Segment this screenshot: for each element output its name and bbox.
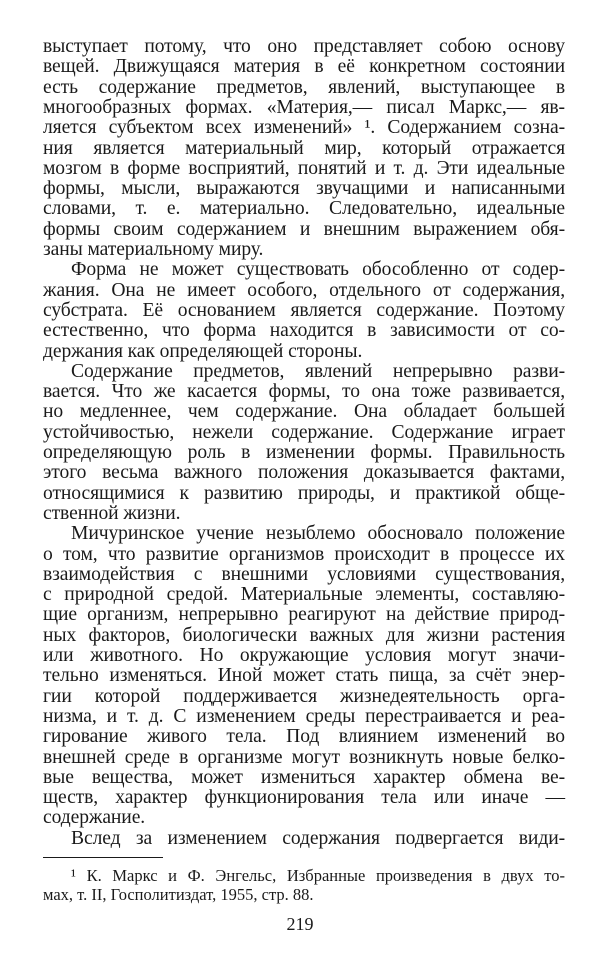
paragraph-start: Содержание предметов, явлений непрерывно разви- xyxy=(71,360,565,382)
text-line: вые вещества, может измениться характер обмена ве- xyxy=(43,766,565,788)
text-line: ных факторов, биологически важных для жизни растения xyxy=(43,624,565,646)
text-line: гирование живого тела. Под влиянием изменений во xyxy=(43,726,565,748)
text-line: взаимодействия с внешними условиями существования, xyxy=(43,563,565,585)
text-line: вещей. Движущаяся материя в её конкретном состоянии xyxy=(43,56,565,78)
text-line: но медленнее, чем содержание. Она обладает большей xyxy=(43,401,565,423)
text-line: определяющую роль в изменении формы. Правильность xyxy=(43,442,565,463)
text-line: заны материальному миру. xyxy=(43,239,264,260)
footnote-line: мах, т. II, Госполитиздат, 1955, стр. 88. xyxy=(43,885,314,904)
text-line: о том, что развитие организмов происходит в процессе их xyxy=(43,543,565,565)
text-line: или животного. Но окружающие условия могут значи- xyxy=(43,645,565,666)
text-line: относящимися к развитию природы, и практикой обще- xyxy=(43,482,565,504)
text-line: ния является материальный мир, который отражается xyxy=(43,137,565,159)
text-line: низма, и т. д. С изменением среды перестраивается и реа- xyxy=(43,705,565,727)
footnote-line: ¹ К. Маркс и Ф. Энгельс, Избранные произведения в двух то- xyxy=(71,866,565,885)
text-line: ственной жизни. xyxy=(43,502,181,524)
text-line: тельно изменяться. Иной может стать пища, за счёт энер- xyxy=(43,665,565,687)
text-line: держания как определяющей стороны. xyxy=(43,340,363,362)
page-number: 219 xyxy=(286,914,314,934)
text-line: щие организм, непрерывно реагируют на действие природ- xyxy=(43,604,565,626)
text-line: формы, мысли, выражаются звучащими и написанными xyxy=(43,178,565,200)
paragraph-start: Форма не может существовать обособленно от содер- xyxy=(71,259,565,281)
text-line: мозгом в форме восприятий, понятий и т. д. Эти идеальные xyxy=(43,157,565,179)
footnote-rule xyxy=(43,857,163,858)
text-line: вается. Что же касается формы, то она тоже развивается, xyxy=(43,381,565,403)
text-line: словами, т. е. материально. Следовательно, идеальные xyxy=(43,198,565,220)
paragraph-start: Мичуринское учение незыблемо обосновало положение xyxy=(71,523,565,545)
text-line: устойчивостью, нежели содержание. Содержание играет xyxy=(43,421,565,443)
text-line: с природной средой. Материальные элементы, составляю- xyxy=(43,584,565,606)
paragraph-start: Вслед за изменением содержания подвергается види- xyxy=(71,827,565,849)
text-line: этого весьма важного положения доказывается фактами, xyxy=(43,462,565,484)
text-line: внешней среде в организме могут возникнуть новые белко- xyxy=(43,746,565,768)
text-line: выступает потому, что оно представляет собою основу xyxy=(43,36,565,57)
text-line: содержание. xyxy=(43,807,146,829)
text-line: формы своим содержанием и внешним выражением обя- xyxy=(43,218,565,240)
text-line: жания. Она не имеет особого, отдельного от содержания, xyxy=(43,279,565,301)
text-line: субстрата. Её основанием является содержание. Поэтому xyxy=(43,299,565,321)
text-line: ществ, характер функционирования тела или иначе — xyxy=(43,787,565,809)
text-line: ляется субъектом всех изменений» ¹. Содержанием созна- xyxy=(43,117,565,139)
text-line: гии которой поддерживается жизнедеятельность орга- xyxy=(43,685,565,707)
text-line: естественно, что форма находится в зависимости от со- xyxy=(43,320,565,342)
text-line: есть содержание предметов, явлений, выступающее в xyxy=(43,76,565,98)
text-line: многообразных формах. «Материя,— писал Маркс,— яв- xyxy=(43,96,565,118)
